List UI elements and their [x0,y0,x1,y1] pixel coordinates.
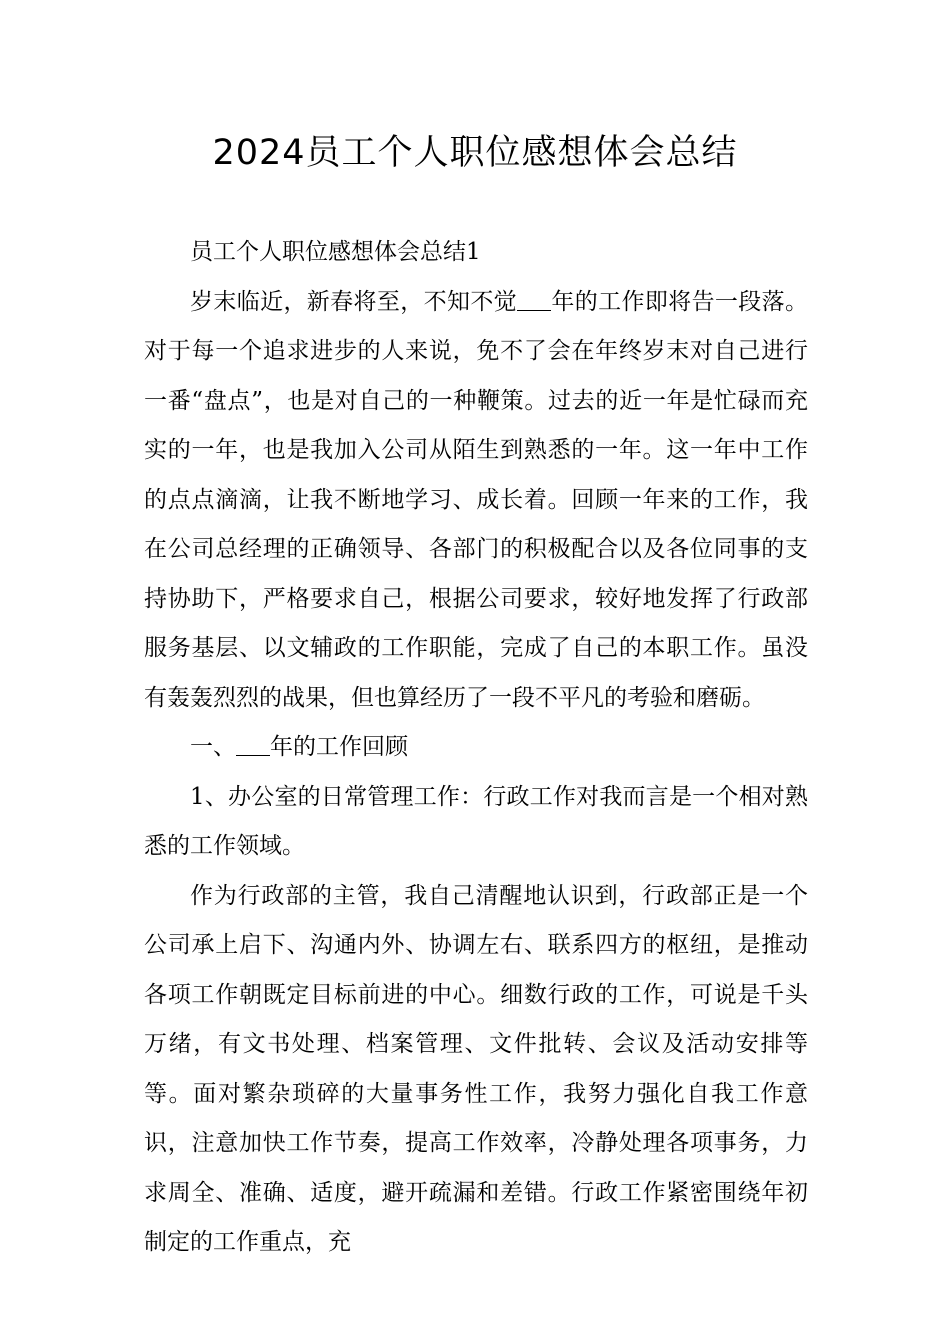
list-item-office-management: 1、办公室的日常管理工作：行政工作对我而言是一个相对熟悉的工作领域。 [144,783,808,859]
paragraph-intro-start: 岁末临近，新春将至，不知不觉 [190,288,518,315]
heading-number: 一、 [190,734,236,760]
document-title: 2024员工个人职位感想体会总结 [212,133,738,173]
paragraph-admin-role: 作为行政部的主管，我自己清醒地认识到，行政部正是一个公司承上启下、沟通内外、协调左右、联系四方的枢纽，是推动各项工作朝既定目标前进的中心。细数行政的工作，可说是千头万绪，有文书处理、档案管理、文件批转、会议及活动安排等等。面对繁杂琐碎的大量事务性工作，我努力强化自我工作意识，注意加快工作节奏，提高工作效率，冷静处理各项事务，力求周全、准确、适度，避开疏漏和差错。行政工作紧密围绕年初制定的工作重点，充 [144,882,808,1255]
section-heading: 员工个人职位感想体会总结1 [190,239,481,265]
year-blank [236,732,270,756]
paragraph-intro-rest: 年的工作即将告一段落。对于每一个追求进步的人来说，免不了会在年终岁末对自己进行一番“盘点”，也是对自己的一种鞭策。过去的近一年是忙碌而充实的一年，也是我加入公司从陌生到熟悉的一年。这一年中工作的点点滴滴，让我不断地学习、成长着。回顾一年来的工作，我在公司总经理的正确领导、各部门的积极配合以及各位同事的支持协助下，严格要求自己，根据公司要求，较好地发挥了行政部服务基层、以文辅政的工作职能，完成了自己的本职工作。虽没有轰轰烈烈的战果，但也算经历了一段不平凡的考验和磨砺。 [144,288,809,711]
year-blank [517,287,551,311]
heading-text: 年的工作回顾 [270,734,408,760]
heading-work-review [144,723,808,773]
paragraph-intro [144,278,808,724]
document-body [144,228,808,1268]
